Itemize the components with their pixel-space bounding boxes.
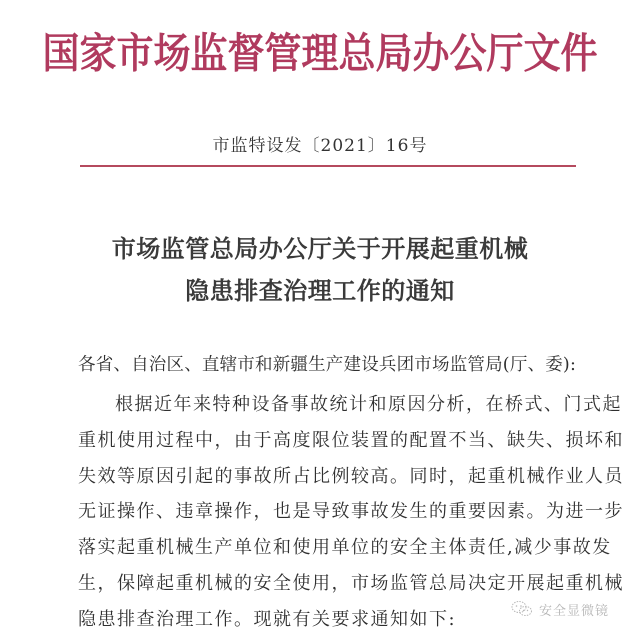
- document-title-line-2: 隐患排查治理工作的通知: [185, 276, 455, 305]
- document-title-line-1: 市场监管总局办公厅关于开展起重机械: [111, 234, 529, 263]
- body-paragraph: [78, 387, 624, 638]
- body-line: 根据近年来特种设备事故统计和原因分析，在桥式、门式起: [115, 394, 622, 415]
- issuer-header-title: 国家市场监督管理总局办公厅文件: [42, 28, 598, 78]
- watermark-label: 安全显微镜: [539, 603, 610, 619]
- wechat-icon: [511, 600, 533, 618]
- body-line: 生，保障起重机械的安全使用，市场监管总局决定开展起重机械: [78, 572, 624, 594]
- body-line: 无证操作、违章操作，也是导致事故发生的重要因素。为进一步: [78, 501, 624, 523]
- body-line: 重机使用过程中，由于高度限位装置的配置不当、缺失、损坏和: [78, 429, 624, 451]
- document-title: [0, 228, 640, 312]
- red-divider-rule: [80, 165, 576, 167]
- body-line: 隐患排查治理工作。现就有关要求通知如下:: [78, 608, 457, 630]
- document-number: 市监特设发〔2021〕16号: [212, 136, 428, 156]
- body-line: 落实起重机械生产单位和使用单位的安全主体责任,减少事故发: [78, 537, 612, 559]
- salutation: 各省、自治区、直辖市和新疆生产建设兵团市场监管局(厅、委):: [78, 355, 577, 375]
- body-line: 失效等原因引起的事故所占比例较高。同时，起重机械作业人员: [78, 465, 624, 487]
- watermark: [511, 598, 609, 620]
